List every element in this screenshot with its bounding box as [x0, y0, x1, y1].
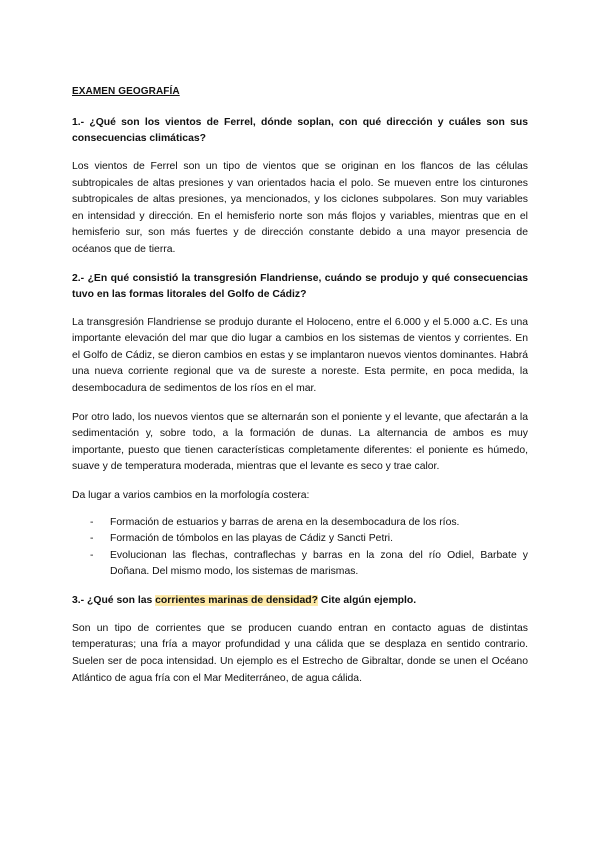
list-item — [72, 548, 528, 581]
question-3 — [72, 593, 528, 609]
question-3-prefix: 3.- ¿Qué son las — [72, 594, 156, 606]
question-3-highlight: corrientes marinas de densidad? — [155, 594, 318, 606]
answer-2-paragraph-1: La transgresión Flandriense se produjo durante el Holoceno, entre el 6.000 y el 5.000 a.C. Es una importante elevación del mar que dio lugar a cambios en los sistemas de vientos y corrientes. En el Golfo de Cádiz, se dieron cambios en estas y se implantaron nuevos vientos dominantes. Habrá una nueva corriente regional que va de sureste a noreste. Esta permite, en poca medida, la desembocadura de sedimentos de los ríos en el mar. — [72, 316, 528, 394]
dash-bullet-icon: - — [90, 533, 94, 545]
list-item — [72, 515, 528, 532]
question-2: 2.- ¿En qué consistió la transgresión Flandriense, cuándo se produjo y qué consecuencias tuvo en las formas litorales del Golfo de Cádiz? — [72, 272, 528, 300]
dash-bullet-icon: - — [90, 549, 94, 561]
list-item — [72, 531, 528, 548]
document-title: EXAMEN GEOGRAFÍA — [72, 86, 180, 97]
list-item-text: Formación de tómbolos en las playas de Cádiz y Sancti Petri. — [110, 533, 393, 545]
list-item-text: Evolucionan las flechas, contraflechas y barras en la zona del río Odiel, Barbate y Doñana. Del mismo modo, los sistemas de marismas. — [110, 549, 528, 578]
dash-bullet-icon: - — [90, 516, 94, 528]
question-3-suffix: Cite algún ejemplo. — [318, 594, 417, 606]
answer-1: Los vientos de Ferrel son un tipo de vientos que se originan en los flancos de las células subtropicales de altas presiones y van orientados hacia el polo. Se mueven entre los cinturones subtropicales de altas presiones, ya mencionados, y los ciclones subpolares. Son muy variables en intensidad y dirección. En el hemisferio norte son más flojos y variables, mientras que en el hemisferio sur, son más fuertes y de dirección constante debido a una mayor presencia de océanos que de tierra. — [72, 161, 528, 255]
answer-3: Son un tipo de corrientes que se producen cuando entran en contacto aguas de distintas temperaturas; una fría a mayor profundidad y una cálida que se desplaza en sentido contrario. Suelen ser de poca intensidad. Un ejemplo es el Estrecho de Gibraltar, donde se unen el Océano Atlántico de agua fría con el Mar Mediterráneo, de agua cálida. — [72, 622, 528, 684]
answer-2-paragraph-2: Por otro lado, los nuevos vientos que se alternarán son el poniente y el levante, que afectarán a la sedimentación y, sobre todo, a la formación de dunas. La alternancia de ambos es muy importante, puesto que tienen características completamente diferentes: el poniente es húmedo, suave y de temperatura moderada, mientras que el levante es seco y trae calor. — [72, 411, 528, 473]
list-item-text: Formación de estuarios y barras de arena en la desembocadura de los ríos. — [110, 516, 460, 528]
answer-2-list-intro: Da lugar a varios cambios en la morfología costera: — [72, 489, 310, 501]
morphology-changes-list — [72, 515, 528, 581]
question-1: 1.- ¿Qué son los vientos de Ferrel, dónde soplan, con qué dirección y cuáles son sus consecuencias climáticas? — [72, 117, 528, 144]
